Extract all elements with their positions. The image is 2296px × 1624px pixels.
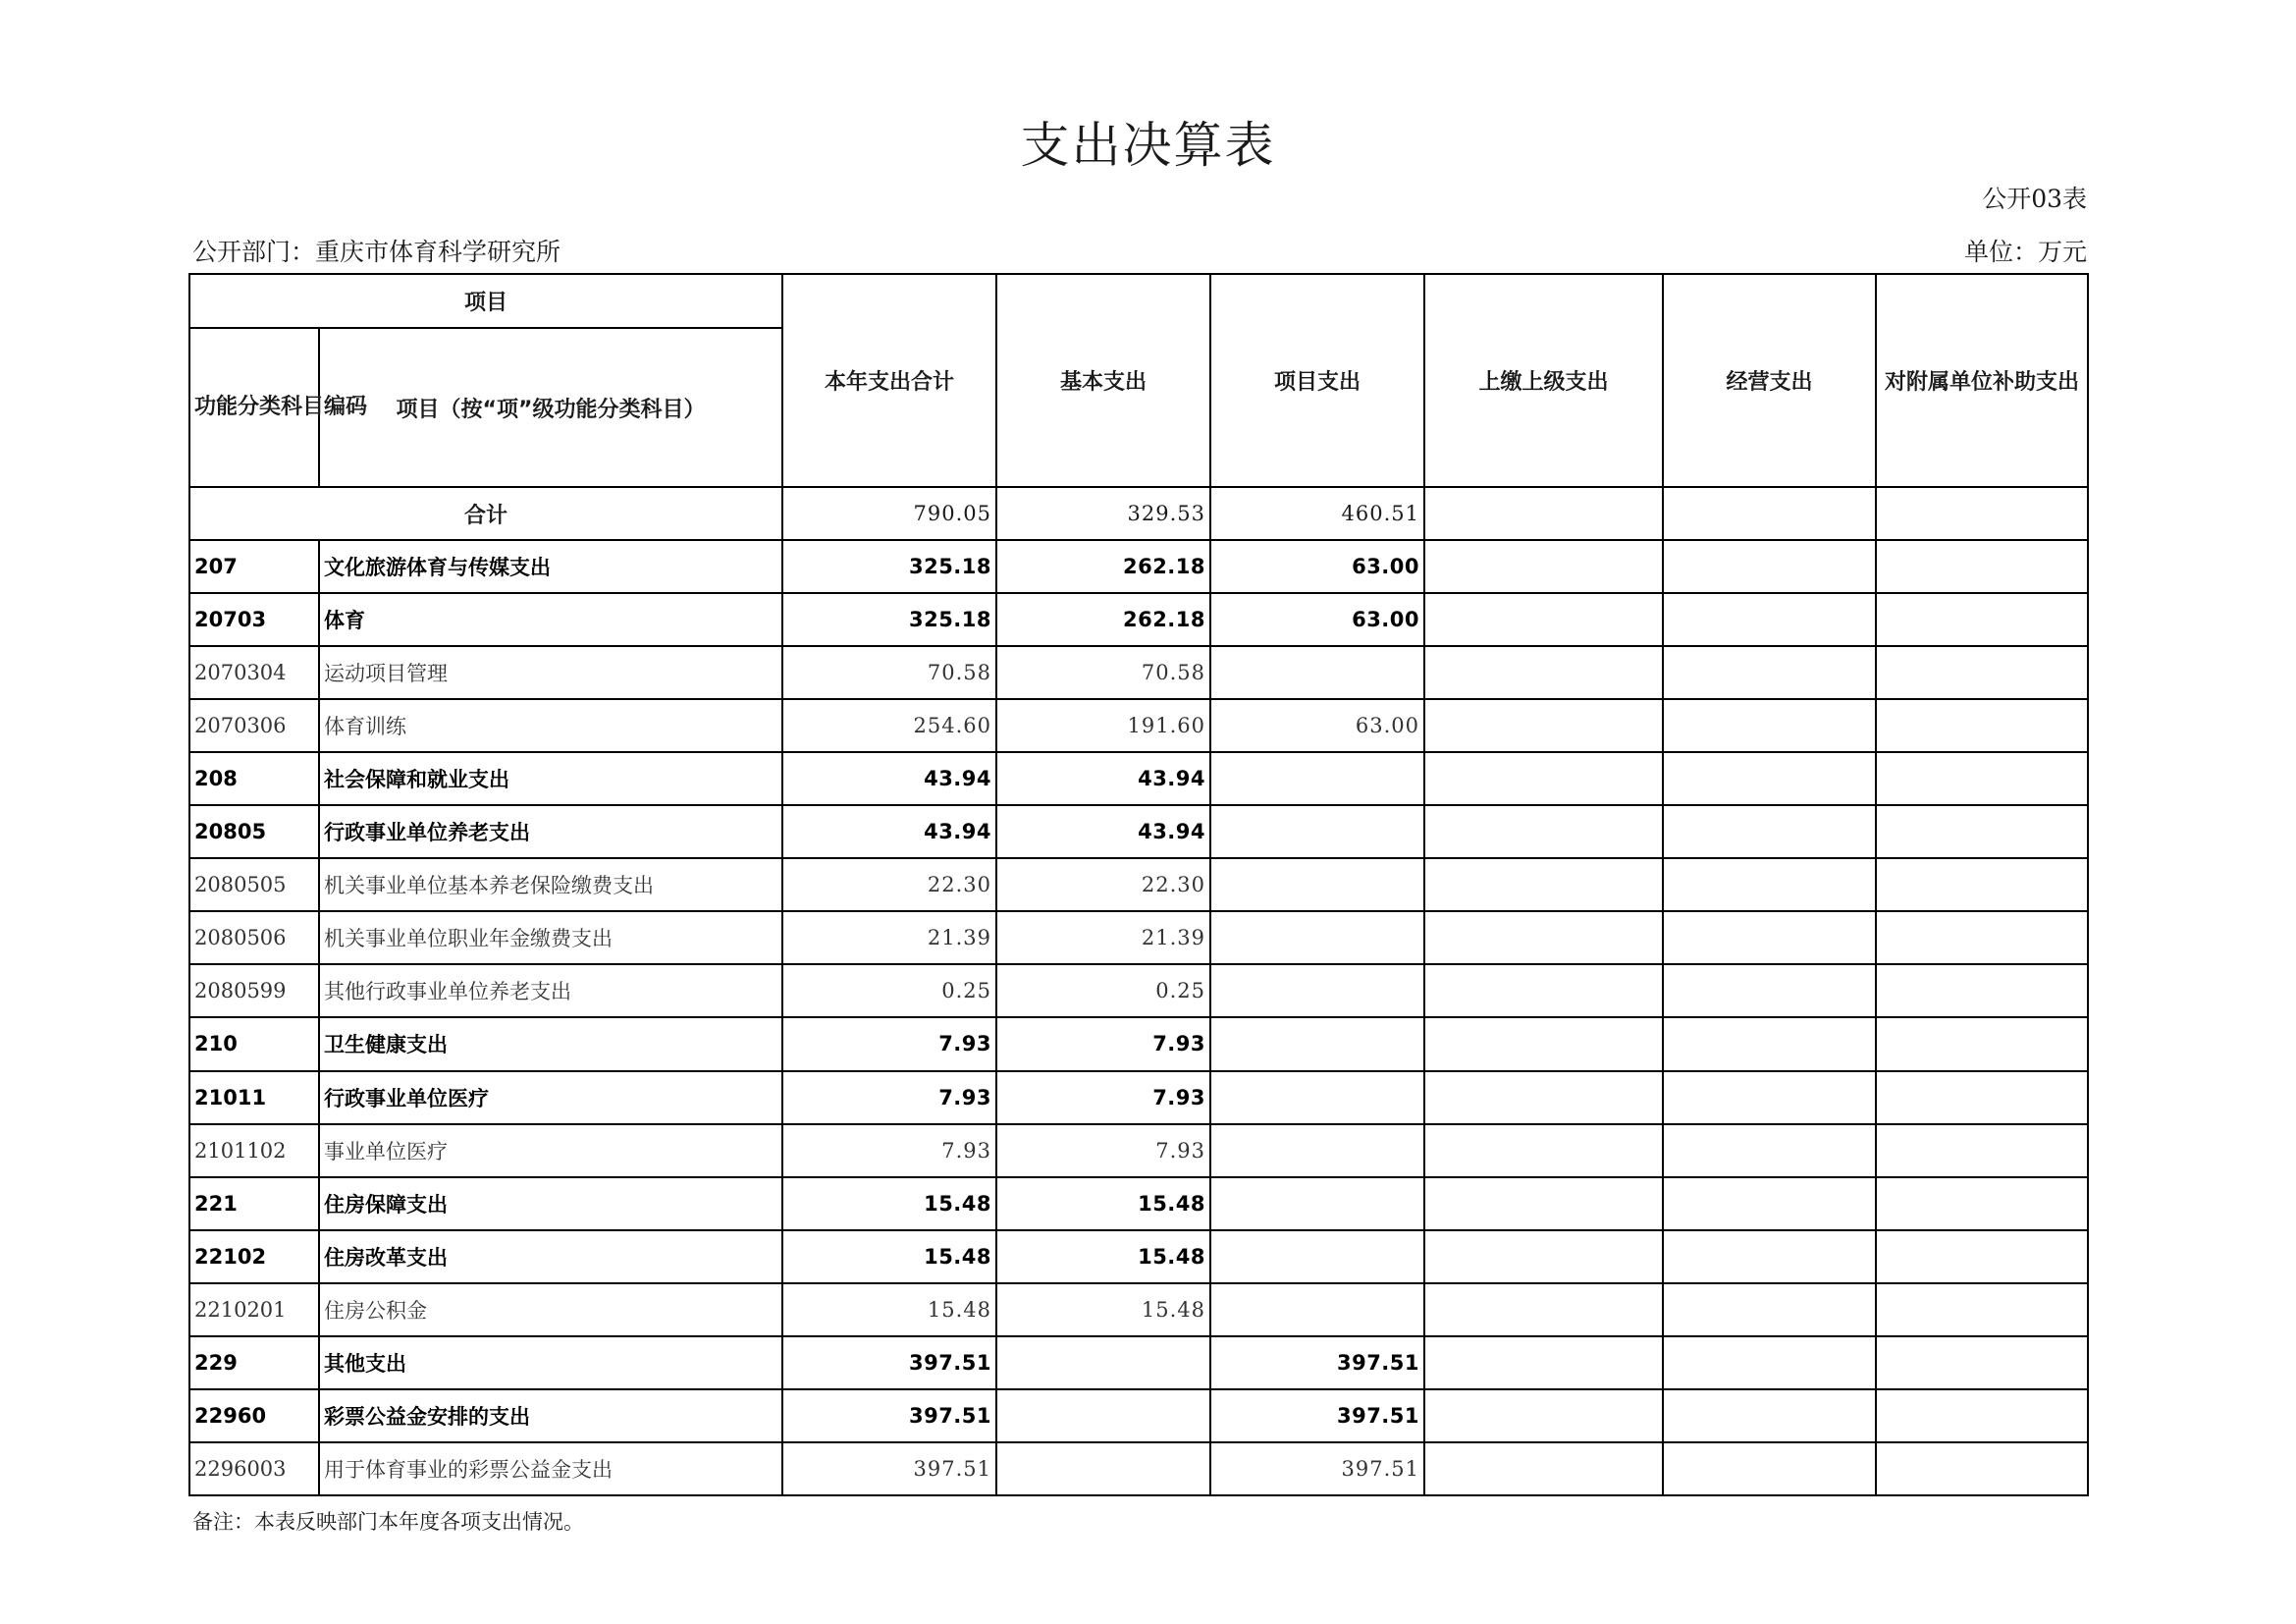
- table-row: [189, 1442, 2088, 1495]
- cell-operating: [1663, 752, 1876, 805]
- total-cell-basic: 329.53: [996, 487, 1210, 540]
- table-row: [189, 1389, 2088, 1442]
- header-operating: 经营支出: [1663, 274, 1876, 487]
- total-label: 合计: [189, 487, 782, 540]
- cell-subsidy: [1876, 1442, 2088, 1495]
- cell-project: 397.51: [1210, 1336, 1424, 1389]
- cell-project: [1210, 646, 1424, 699]
- total-cell-operating: [1663, 487, 1876, 540]
- cell-name: 住房公积金: [319, 1283, 782, 1336]
- cell-total: 7.93: [782, 1071, 996, 1124]
- cell-basic: 262.18: [996, 540, 1210, 593]
- table-row: [189, 1336, 2088, 1389]
- cell-total: 15.48: [782, 1283, 996, 1336]
- cell-upper: [1424, 646, 1663, 699]
- cell-total: 0.25: [782, 964, 996, 1017]
- cell-code: 2080505: [189, 858, 319, 911]
- cell-basic: [996, 1442, 1210, 1495]
- cell-basic: 22.30: [996, 858, 1210, 911]
- table-row: [189, 593, 2088, 646]
- cell-project: [1210, 911, 1424, 964]
- cell-total: 254.60: [782, 699, 996, 752]
- cell-operating: [1663, 858, 1876, 911]
- cell-name: 事业单位医疗: [319, 1124, 782, 1177]
- header-project: 项目: [189, 274, 782, 328]
- cell-operating: [1663, 699, 1876, 752]
- cell-subsidy: [1876, 1071, 2088, 1124]
- cell-basic: 7.93: [996, 1071, 1210, 1124]
- cell-total: 397.51: [782, 1389, 996, 1442]
- cell-upper: [1424, 1124, 1663, 1177]
- cell-subsidy: [1876, 911, 2088, 964]
- cell-total: 22.30: [782, 858, 996, 911]
- cell-basic: 262.18: [996, 593, 1210, 646]
- cell-total: 397.51: [782, 1442, 996, 1495]
- cell-code: 22960: [189, 1389, 319, 1442]
- cell-project: [1210, 1071, 1424, 1124]
- cell-operating: [1663, 1442, 1876, 1495]
- cell-code: 20805: [189, 805, 319, 858]
- cell-upper: [1424, 858, 1663, 911]
- cell-project: 63.00: [1210, 593, 1424, 646]
- cell-basic: 43.94: [996, 805, 1210, 858]
- cell-basic: 7.93: [996, 1017, 1210, 1070]
- cell-operating: [1663, 911, 1876, 964]
- table-row: [189, 540, 2088, 593]
- cell-total: 397.51: [782, 1336, 996, 1389]
- cell-subsidy: [1876, 593, 2088, 646]
- cell-subsidy: [1876, 1124, 2088, 1177]
- table-row: [189, 752, 2088, 805]
- cell-upper: [1424, 1177, 1663, 1230]
- cell-code: 208: [189, 752, 319, 805]
- cell-total: 325.18: [782, 540, 996, 593]
- cell-code: 207: [189, 540, 319, 593]
- cell-total: 21.39: [782, 911, 996, 964]
- table-row: [189, 1017, 2088, 1070]
- cell-operating: [1663, 1230, 1876, 1283]
- page-title: 支出决算表: [1020, 117, 1276, 174]
- header-name: 项目（按“项”级功能分类科目）: [319, 328, 782, 487]
- department-label: 公开部门：重庆市体育科学研究所: [192, 238, 561, 266]
- total-row: [189, 487, 2088, 540]
- cell-operating: [1663, 805, 1876, 858]
- cell-name: 运动项目管理: [319, 646, 782, 699]
- cell-subsidy: [1876, 1283, 2088, 1336]
- table-row: [189, 699, 2088, 752]
- cell-code: 22102: [189, 1230, 319, 1283]
- cell-operating: [1663, 1283, 1876, 1336]
- cell-basic: [996, 1389, 1210, 1442]
- cell-subsidy: [1876, 540, 2088, 593]
- total-cell-total: 790.05: [782, 487, 996, 540]
- cell-upper: [1424, 1071, 1663, 1124]
- table-row: [189, 1230, 2088, 1283]
- cell-name: 用于体育事业的彩票公益金支出: [319, 1442, 782, 1495]
- cell-code: 2101102: [189, 1124, 319, 1177]
- cell-code: 210: [189, 1017, 319, 1070]
- expenditure-table: [188, 273, 2089, 1496]
- unit-label: 单位：万元: [1963, 238, 2087, 266]
- cell-total: 70.58: [782, 646, 996, 699]
- cell-project: [1210, 1283, 1424, 1336]
- cell-upper: [1424, 540, 1663, 593]
- cell-name: 行政事业单位医疗: [319, 1071, 782, 1124]
- footnote: 备注：本表反映部门本年度各项支出情况。: [192, 1510, 584, 1534]
- cell-project: [1210, 964, 1424, 1017]
- cell-basic: 21.39: [996, 911, 1210, 964]
- cell-upper: [1424, 911, 1663, 964]
- cell-project: [1210, 1017, 1424, 1070]
- cell-operating: [1663, 1017, 1876, 1070]
- cell-basic: 70.58: [996, 646, 1210, 699]
- table-row: [189, 1124, 2088, 1177]
- table-row: [189, 646, 2088, 699]
- header-basic: 基本支出: [996, 274, 1210, 487]
- cell-upper: [1424, 1336, 1663, 1389]
- table-row: [189, 858, 2088, 911]
- cell-name: 卫生健康支出: [319, 1017, 782, 1070]
- cell-name: 住房保障支出: [319, 1177, 782, 1230]
- total-cell-subsidy: [1876, 487, 2088, 540]
- cell-code: 221: [189, 1177, 319, 1230]
- cell-code: 2070306: [189, 699, 319, 752]
- cell-project: 397.51: [1210, 1389, 1424, 1442]
- cell-project: [1210, 1177, 1424, 1230]
- cell-code: 2070304: [189, 646, 319, 699]
- cell-upper: [1424, 1442, 1663, 1495]
- cell-code: 21011: [189, 1071, 319, 1124]
- cell-subsidy: [1876, 699, 2088, 752]
- table-row: [189, 911, 2088, 964]
- cell-basic: 43.94: [996, 752, 1210, 805]
- cell-total: 15.48: [782, 1177, 996, 1230]
- total-cell-upper: [1424, 487, 1663, 540]
- header-upper-payment: 上缴上级支出: [1424, 274, 1663, 487]
- cell-subsidy: [1876, 1230, 2088, 1283]
- cell-basic: 0.25: [996, 964, 1210, 1017]
- cell-name: 体育: [319, 593, 782, 646]
- cell-code: 229: [189, 1336, 319, 1389]
- cell-operating: [1663, 593, 1876, 646]
- cell-code: 2210201: [189, 1283, 319, 1336]
- cell-operating: [1663, 1336, 1876, 1389]
- cell-basic: 15.48: [996, 1283, 1210, 1336]
- cell-name: 机关事业单位基本养老保险缴费支出: [319, 858, 782, 911]
- cell-subsidy: [1876, 646, 2088, 699]
- cell-total: 7.93: [782, 1017, 996, 1070]
- cell-code: 2296003: [189, 1442, 319, 1495]
- cell-upper: [1424, 1283, 1663, 1336]
- cell-subsidy: [1876, 1336, 2088, 1389]
- table-row: [189, 1177, 2088, 1230]
- cell-code: 2080599: [189, 964, 319, 1017]
- cell-basic: [996, 1336, 1210, 1389]
- total-cell-project: 460.51: [1210, 487, 1424, 540]
- cell-subsidy: [1876, 858, 2088, 911]
- cell-code: 20703: [189, 593, 319, 646]
- table-row: [189, 1283, 2088, 1336]
- header-subsidy: 对附属单位补助支出: [1876, 274, 2088, 487]
- table-row: [189, 964, 2088, 1017]
- cell-name: 彩票公益金安排的支出: [319, 1389, 782, 1442]
- header-code: 功能分类科目编码: [189, 328, 319, 487]
- cell-project: [1210, 1124, 1424, 1177]
- cell-project: [1210, 1230, 1424, 1283]
- cell-operating: [1663, 964, 1876, 1017]
- cell-name: 体育训练: [319, 699, 782, 752]
- cell-subsidy: [1876, 805, 2088, 858]
- cell-project: [1210, 858, 1424, 911]
- cell-total: 43.94: [782, 752, 996, 805]
- cell-upper: [1424, 1389, 1663, 1442]
- header-project-expenditure: 项目支出: [1210, 274, 1424, 487]
- cell-project: 63.00: [1210, 540, 1424, 593]
- cell-subsidy: [1876, 1017, 2088, 1070]
- cell-upper: [1424, 805, 1663, 858]
- header-total: 本年支出合计: [782, 274, 996, 487]
- cell-project: 397.51: [1210, 1442, 1424, 1495]
- cell-project: 63.00: [1210, 699, 1424, 752]
- cell-project: [1210, 752, 1424, 805]
- cell-operating: [1663, 1177, 1876, 1230]
- cell-name: 文化旅游体育与传媒支出: [319, 540, 782, 593]
- cell-total: 325.18: [782, 593, 996, 646]
- cell-operating: [1663, 540, 1876, 593]
- cell-operating: [1663, 646, 1876, 699]
- cell-upper: [1424, 699, 1663, 752]
- cell-name: 机关事业单位职业年金缴费支出: [319, 911, 782, 964]
- cell-total: 15.48: [782, 1230, 996, 1283]
- cell-name: 其他支出: [319, 1336, 782, 1389]
- form-number: 公开03表: [1982, 185, 2087, 213]
- cell-upper: [1424, 1017, 1663, 1070]
- cell-basic: 191.60: [996, 699, 1210, 752]
- cell-name: 住房改革支出: [319, 1230, 782, 1283]
- cell-upper: [1424, 964, 1663, 1017]
- cell-name: 其他行政事业单位养老支出: [319, 964, 782, 1017]
- cell-total: 43.94: [782, 805, 996, 858]
- cell-upper: [1424, 593, 1663, 646]
- cell-subsidy: [1876, 964, 2088, 1017]
- cell-operating: [1663, 1389, 1876, 1442]
- table-row: [189, 1071, 2088, 1124]
- cell-subsidy: [1876, 1177, 2088, 1230]
- cell-name: 行政事业单位养老支出: [319, 805, 782, 858]
- cell-basic: 7.93: [996, 1124, 1210, 1177]
- cell-basic: 15.48: [996, 1230, 1210, 1283]
- cell-upper: [1424, 752, 1663, 805]
- cell-upper: [1424, 1230, 1663, 1283]
- table-row: [189, 805, 2088, 858]
- cell-basic: 15.48: [996, 1177, 1210, 1230]
- cell-name: 社会保障和就业支出: [319, 752, 782, 805]
- cell-operating: [1663, 1071, 1876, 1124]
- cell-subsidy: [1876, 752, 2088, 805]
- cell-total: 7.93: [782, 1124, 996, 1177]
- cell-project: [1210, 805, 1424, 858]
- cell-subsidy: [1876, 1389, 2088, 1442]
- cell-operating: [1663, 1124, 1876, 1177]
- cell-code: 2080506: [189, 911, 319, 964]
